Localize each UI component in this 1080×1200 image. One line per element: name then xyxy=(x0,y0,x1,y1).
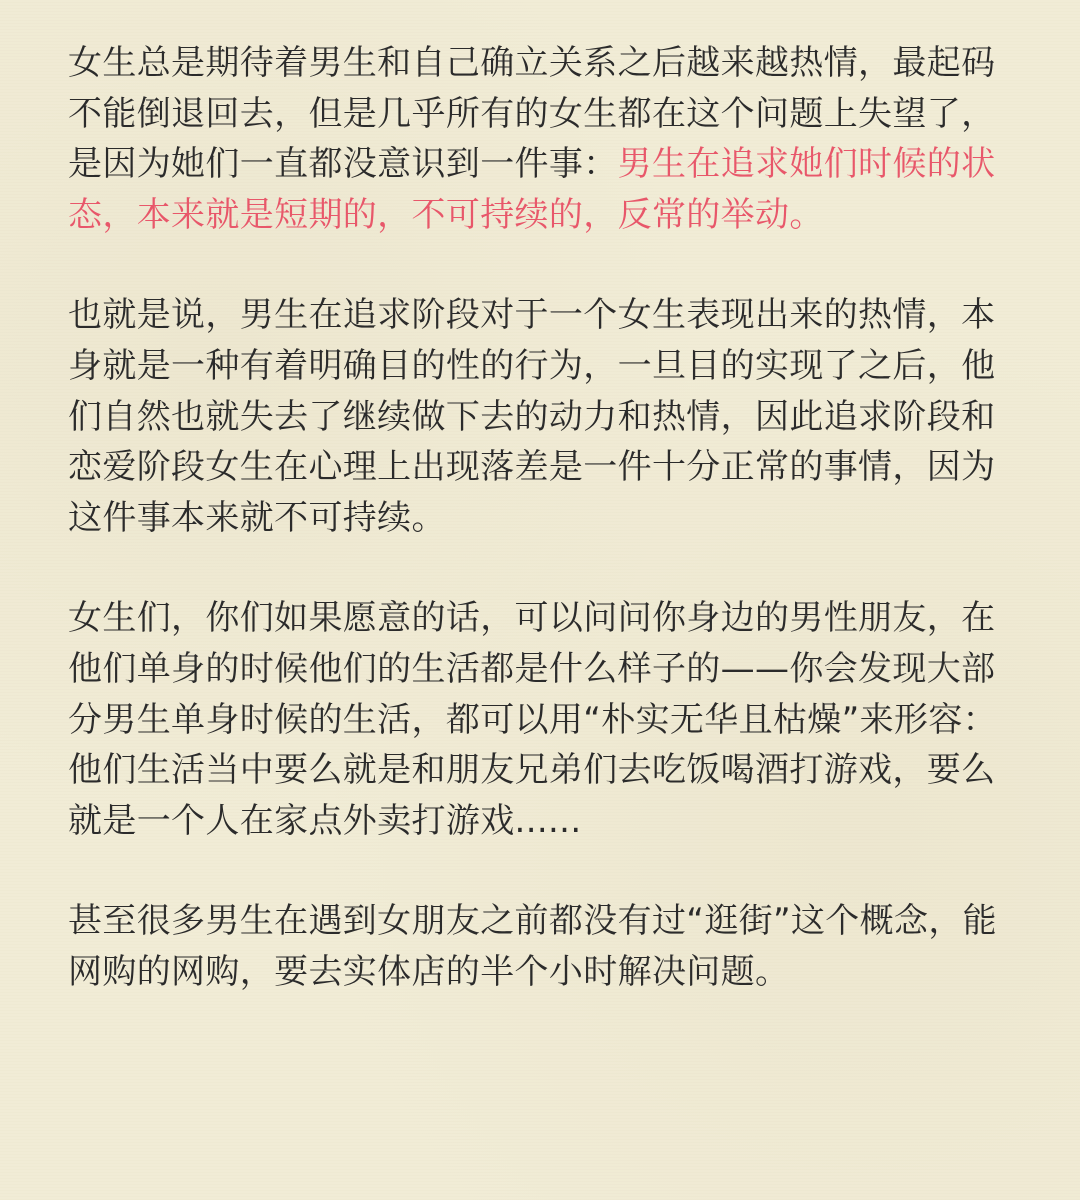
paragraph-2: 也就是说，男生在追求阶段对于一个女生表现出来的热情，本身就是一种有着明确目的性的行为，一旦目的实现了之后，他们自然也就失去了继续做下去的动力和热情，因此追求阶段和恋爱阶段女生在心理上出现落差是一件十分正常的事情，因为这件事本来就不可持续。 xyxy=(68,295,996,538)
paragraph-1-text: 女生总是期待着男生和自己确立关系之后越来越热情，最起码不能倒退回去，但是几乎所有的女生都在这个问题上失望了，是因为她们一直都没意识到一件事： xyxy=(68,43,996,185)
paragraph-1 xyxy=(68,38,1008,240)
article-body xyxy=(68,38,1008,998)
paragraph-4: 甚至很多男生在遇到女朋友之前都没有过“逛街”这个概念，能网购的网购，要去实体店的半个小时解决问题。 xyxy=(68,901,998,992)
highlighted-sentence: 男生在追求她们时候的状态，本来就是短期的，不可持续的，反常的举动。 xyxy=(68,144,996,235)
paragraph-3: 女生们，你们如果愿意的话，可以问问你身边的男性朋友，在他们单身的时候他们的生活都是什么样子的——你会发现大部分男生单身时候的生活，都可以用“朴实无华且枯燥”来形容：他们生活当中要么就是和朋友兄弟们去吃饭喝酒打游戏，要么就是一个人在家点外卖打游戏...... xyxy=(68,598,998,841)
